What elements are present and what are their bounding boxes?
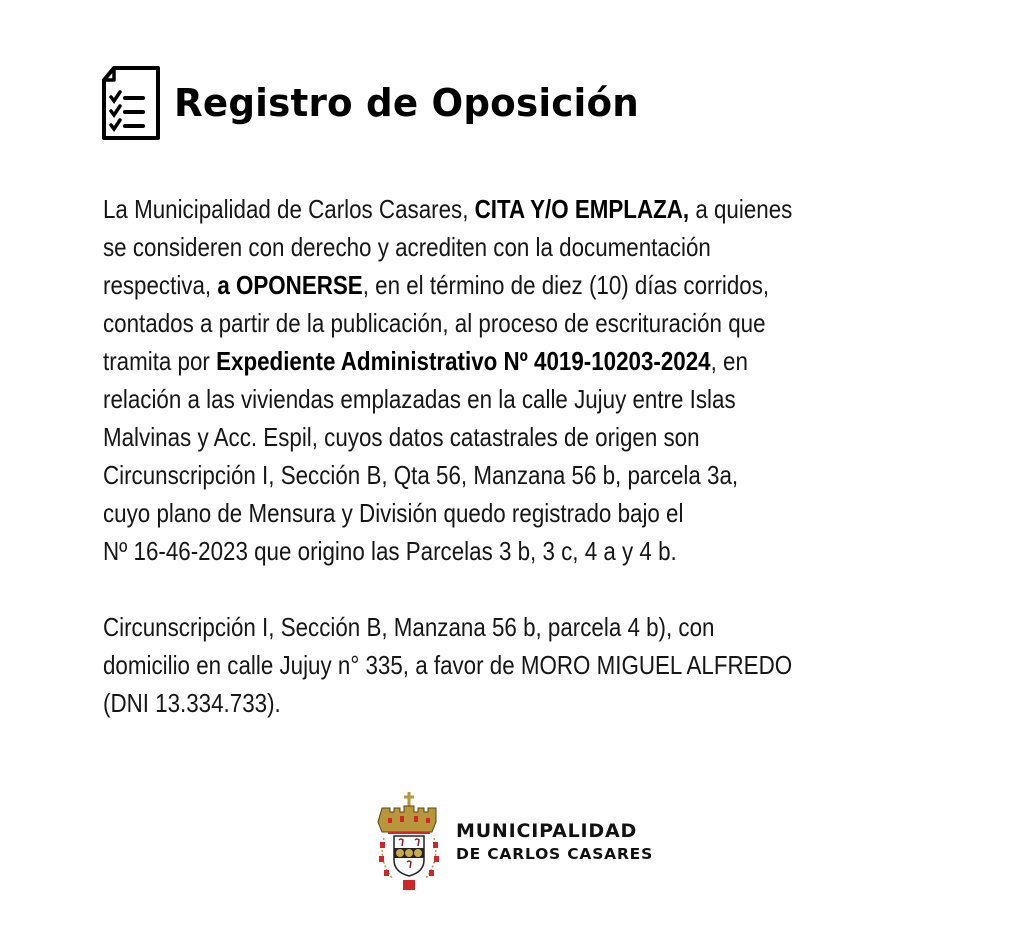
text-run: Nº 16-46-2023 que origino las Parcelas 3 b, 3 c, 4 a y 4 b.	[103, 536, 677, 566]
text-run: respectiva,	[103, 270, 218, 300]
text-run: tramita por	[103, 346, 217, 376]
text-run: se consideren con derecho y acrediten con la documentación	[103, 232, 711, 262]
text-run: contados a partir de la publicación, al proceso de escrituración que	[103, 308, 766, 338]
bold-text: a OPONERSE	[217, 270, 363, 300]
municipality-name-line2: DE CARLOS CASARES	[456, 845, 654, 863]
text-run: a quienes	[689, 194, 793, 224]
text-line	[103, 532, 877, 570]
text-run: La Municipalidad de Carlos Casares,	[103, 194, 475, 224]
header	[100, 64, 649, 142]
text-run: , en	[710, 346, 748, 376]
footer-logo	[374, 792, 653, 892]
text-line: Circunscripción I, Sección B, Manzana 56 b, parcela 4 b), con	[103, 612, 715, 642]
text-line	[103, 380, 877, 418]
text-line: (DNI 13.334.733).	[103, 688, 281, 718]
text-line	[103, 228, 877, 266]
text-line	[103, 494, 877, 532]
notice-body	[103, 190, 1003, 722]
page-title: Registro de Oposición	[174, 81, 640, 125]
municipality-name	[456, 819, 653, 865]
municipality-name-line1: MUNICIPALIDAD	[456, 820, 638, 842]
text-run: relación a las viviendas emplazadas en la calle Jujuy entre Islas	[103, 384, 736, 414]
text-run: , en el término de diez (10) días corridos,	[362, 270, 770, 300]
text-line	[103, 266, 877, 304]
municipal-crest-icon	[374, 792, 444, 892]
text-run: cuyo plano de Mensura y División quedo registrado bajo el	[103, 498, 684, 528]
text-line	[103, 418, 877, 456]
bold-text: CITA Y/O EMPLAZA,	[474, 194, 690, 224]
text-line	[103, 304, 877, 342]
paragraph-2	[103, 608, 1003, 722]
text-run: Circunscripción I, Sección B, Qta 56, Manzana 56 b, parcela 3a,	[103, 460, 739, 490]
text-line: domicilio en calle Jujuy n° 335, a favor de MORO MIGUEL ALFREDO	[103, 650, 793, 680]
text-run: Malvinas y Acc. Espil, cuyos datos catastrales de origen son	[103, 422, 700, 452]
text-line	[103, 456, 877, 494]
checklist-document-icon	[100, 64, 162, 142]
text-line	[103, 342, 877, 380]
bold-text: Expediente Administrativo Nº 4019-10203-2024	[216, 346, 711, 376]
paragraph-1	[103, 190, 1003, 570]
text-line	[103, 190, 877, 228]
